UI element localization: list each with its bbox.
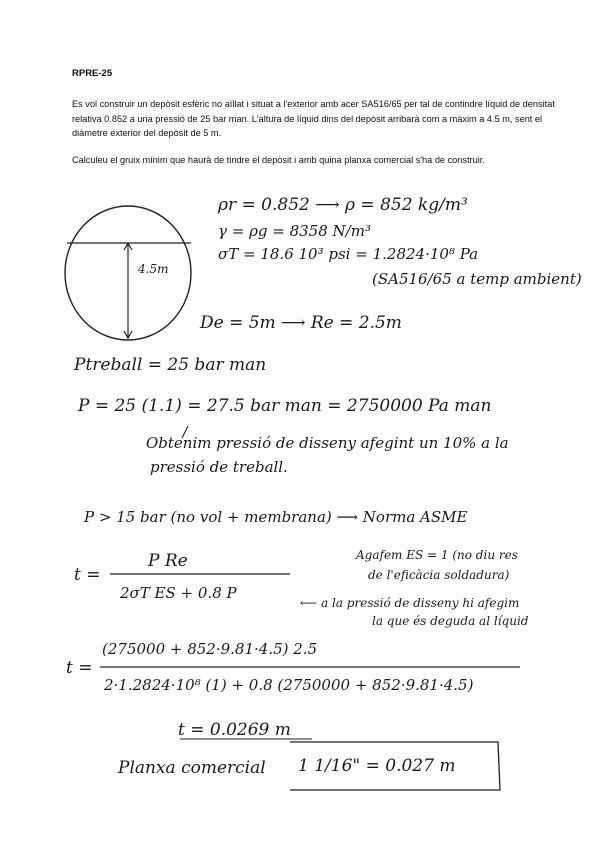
formula-numerator: P Re [148,551,188,571]
substitution-denominator: 2·1.2824·10⁸ (1) + 0.8 (2750000 + 852·9.81·4.5) [104,676,474,694]
design-pressure-note-cont: pressió de treball. [150,458,288,476]
weld-efficiency-note-cont: de l'eficàcia soldadura) [368,568,510,582]
formula-denominator: 2σT ES + 0.8 P [120,584,237,602]
design-pressure-note: Obtenim pressió de disseny afegint un 10% a la [146,434,509,452]
substitution-numerator: (275000 + 852·9.81·4.5) 2.5 [102,640,318,658]
material-note: (SA516/65 a temp ambient) [372,270,582,288]
substitution-lhs: t = [66,658,93,678]
weld-efficiency-note: Agafem ES = 1 (no diu res [356,548,518,562]
problem-title: RPRE-25 [72,68,113,79]
thickness-result: t = 0.0269 m [178,720,291,740]
allowable-stress-line: σT = 18.6 10³ psi = 1.2824·10⁸ Pa [218,245,479,263]
commercial-plate-label: Planxa comercial [118,758,266,778]
commercial-plate-value: 1 1/16" = 0.027 m [298,756,456,776]
specific-weight-line: γ = ρg = 8358 N/m³ [218,222,371,240]
working-pressure-line: Ptreball = 25 bar man [74,355,267,375]
formula-lhs: t = [74,565,101,585]
height-label: 4.5m [138,262,169,276]
diameter-line: De = 5m ⟶ Re = 2.5m [200,313,402,333]
relative-density-line: ρr = 0.852 ⟶ ρ = 852 kg/m³ [218,195,468,215]
design-pressure-line: P = 25 (1.1) = 27.5 bar man = 2750000 Pa man [78,396,492,416]
liquid-pressure-note: ⟵ a la pressió de disseny hi afegim [300,596,520,610]
code-condition-line: P > 15 bar (no vol + membrana) ⟶ Norma ASME [84,508,468,526]
problem-statement: Es vol construir un depòsit esfèric no aïllat i situat a l'exterior amb acer SA516/65 per tal de contindre líquid de densitat relativa 0.852 a una pressió de 25 bar man. L'altura de líquid dins del depòsit arribarà com a màxim a 4.5 m, sent el diàmetre exterior del depòsit de 5 m. [72,99,555,138]
problem-question: Calculeu el gruix mínim que haurà de tindre el depòsit i amb quina planxa comercial s'ha de construir. [72,155,485,165]
liquid-pressure-note-cont: la que és deguda al líquid [372,614,529,628]
